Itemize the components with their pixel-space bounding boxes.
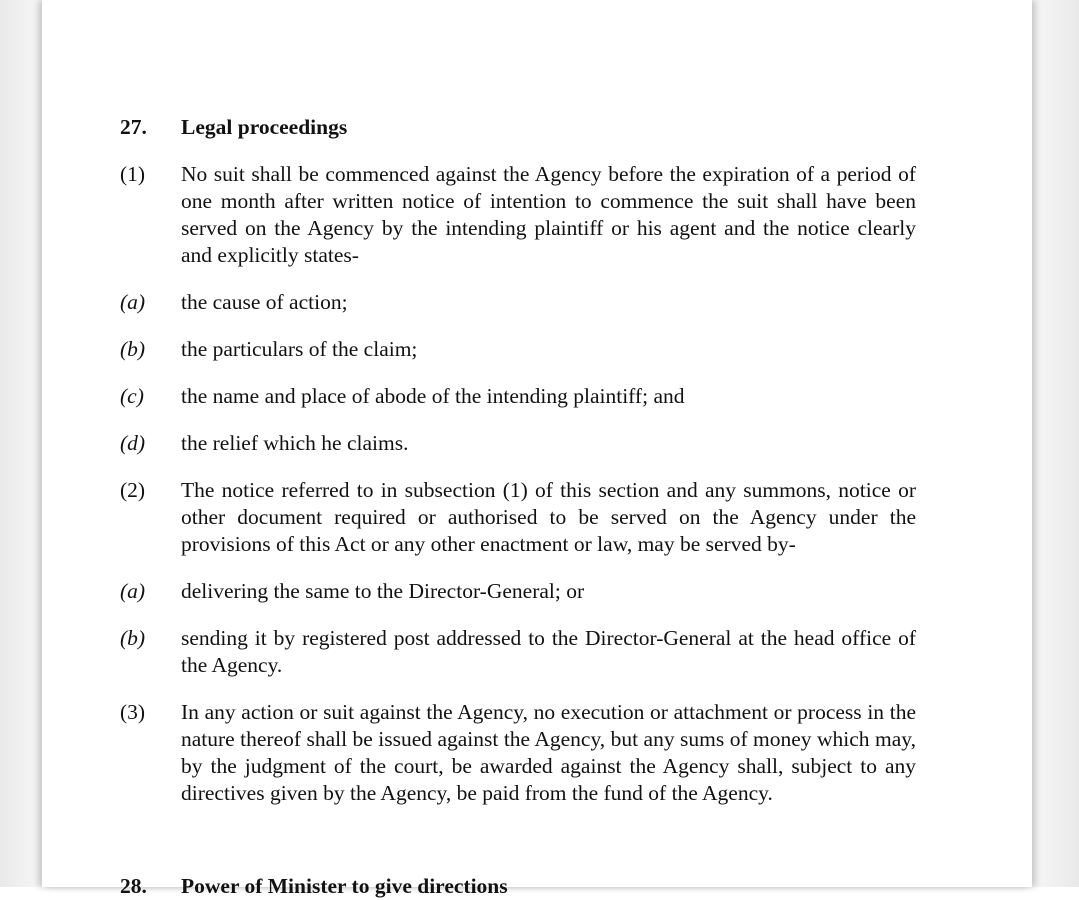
subsection-text: No suit shall be commenced against the Agency before the expiration of a period of one month after written notice of intention to commence the suit shall have been served on the Agency by the intending plaintiff or his agent and the notice clearly and explicitly states-: [181, 162, 916, 267]
subsection-marker: (1): [120, 162, 146, 186]
subsection-marker: (2): [120, 478, 146, 502]
clause-2b: [120, 625, 916, 679]
section-heading: [120, 114, 916, 141]
clause-1c: [120, 383, 916, 410]
page-margin-right: [1032, 0, 1079, 887]
next-section-title: Power of Minister to give directions: [181, 874, 508, 898]
clause-text: the cause of action;: [181, 290, 348, 314]
clause-marker: (b): [120, 626, 146, 650]
clause-1b: [120, 336, 916, 363]
subsection-3: [120, 699, 916, 807]
section-title: Legal proceedings: [181, 115, 348, 139]
page-margin-left: [0, 0, 42, 887]
subsection-text: The notice referred to in subsection (1) of this section and any summons, notice or other document required or authorised to be served on the Agency under the provisions of this Act or any other enactment or law, may be served by-: [181, 478, 916, 556]
clause-text: sending it by registered post addressed to the Director-General at the head office of the Agency.: [181, 626, 916, 677]
clause-marker: (a): [120, 579, 146, 603]
subsection-marker: (3): [120, 700, 146, 724]
subsection-1: [120, 161, 916, 269]
clause-marker: (a): [120, 290, 146, 314]
subsection-text: In any action or suit against the Agency, no execution or attachment or process in the nature thereof shall be issued against the Agency, but any sums of money which may, by the judgment of the court, be awarded against the Agency shall, subject to any directives given by the Agency, be paid from the fund of the Agency.: [181, 700, 916, 805]
next-section-number: 28.: [120, 874, 147, 898]
clause-marker: (d): [120, 431, 146, 455]
clause-text: delivering the same to the Director-General; or: [181, 579, 585, 603]
document-body: [120, 114, 916, 807]
clause-1a: [120, 289, 916, 316]
section-number: 27.: [120, 115, 147, 139]
clause-2a: [120, 578, 916, 605]
clause-text: the particulars of the claim;: [181, 337, 418, 361]
clause-marker: (b): [120, 337, 146, 361]
clause-marker: (c): [120, 384, 144, 408]
clause-1d: [120, 430, 916, 457]
subsection-2: [120, 477, 916, 558]
clause-text: the name and place of abode of the intending plaintiff; and: [181, 384, 685, 408]
clause-text: the relief which he claims.: [181, 431, 409, 455]
